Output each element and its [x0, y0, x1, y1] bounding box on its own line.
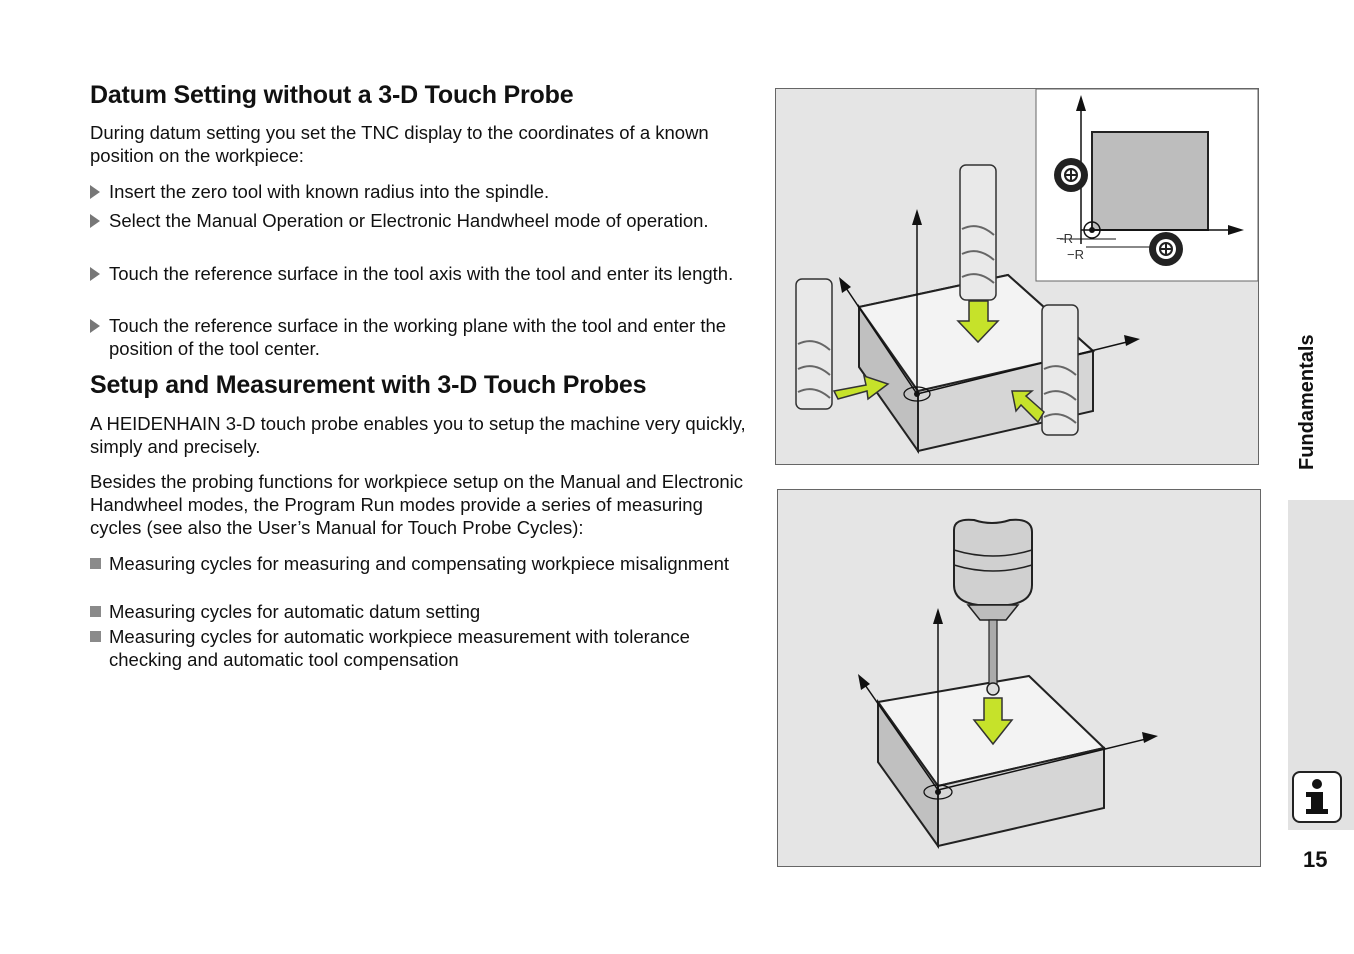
- info-icon[interactable]: [1292, 771, 1342, 823]
- triangle-bullet-icon: [90, 214, 100, 228]
- step-item: Touch the reference surface in the working plane with the tool and enter the position of the tool center.: [90, 314, 750, 360]
- heading-touch-probes: Setup and Measurement with 3-D Touch Probes: [90, 371, 647, 399]
- inset-workpiece: [1092, 132, 1208, 230]
- figure-touch-probe: [777, 489, 1261, 867]
- square-bullet-icon: [90, 558, 101, 569]
- triangle-bullet-icon: [90, 319, 100, 333]
- triangle-bullet-icon: [90, 185, 100, 199]
- step-item: Select the Manual Operation or Electronic Handwheel mode of operation.: [90, 209, 750, 232]
- step-item: Insert the zero tool with known radius into the spindle.: [90, 180, 750, 203]
- inset-label-r1: −R: [1056, 231, 1073, 246]
- probe-paragraph: A HEIDENHAIN 3-D touch probe enables you to setup the machine very quickly, simply and precisely.: [90, 413, 746, 457]
- inset-label-r2: −R: [1067, 247, 1084, 262]
- square-bullet-icon: [90, 606, 101, 617]
- bullet-item: Measuring cycles for automatic workpiece measurement with tolerance checking and automatic tool compensation: [90, 625, 750, 671]
- figure-datum-setting: [775, 88, 1259, 465]
- square-bullet-icon: [90, 631, 101, 642]
- end-mill-left-icon: [796, 279, 832, 409]
- end-mill-right-icon: [1042, 305, 1078, 435]
- heading-datum-setting: Datum Setting without a 3-D Touch Probe: [90, 81, 574, 109]
- cutter-top-icon: [1054, 158, 1088, 192]
- intro-paragraph: During datum setting you set the TNC display to the coordinates of a known position on the workpiece:: [90, 122, 709, 166]
- touch-probe-illustration: [778, 490, 1260, 866]
- touch-probe-icon: [954, 520, 1032, 695]
- info-glyph-icon: [1294, 773, 1340, 821]
- datum-setting-illustration: [776, 89, 1258, 464]
- step-item: Touch the reference surface in the tool axis with the tool and enter its length.: [90, 262, 750, 285]
- end-mill-top-icon: [960, 165, 996, 300]
- chapter-label: Fundamentals: [1296, 334, 1318, 470]
- bullet-item: Measuring cycles for automatic datum setting: [90, 600, 750, 623]
- cutter-right-icon: [1149, 232, 1183, 266]
- triangle-bullet-icon: [90, 267, 100, 281]
- cycles-paragraph: Besides the probing functions for workpiece setup on the Manual and Electronic Handwheel modes, the Program Run modes provide a series of measuring cycles (see also the User’s Manual for Touch Probe Cycles):: [90, 471, 744, 538]
- bullet-item: Measuring cycles for measuring and compensating workpiece misalignment: [90, 552, 750, 575]
- page-number: 15: [1303, 847, 1328, 872]
